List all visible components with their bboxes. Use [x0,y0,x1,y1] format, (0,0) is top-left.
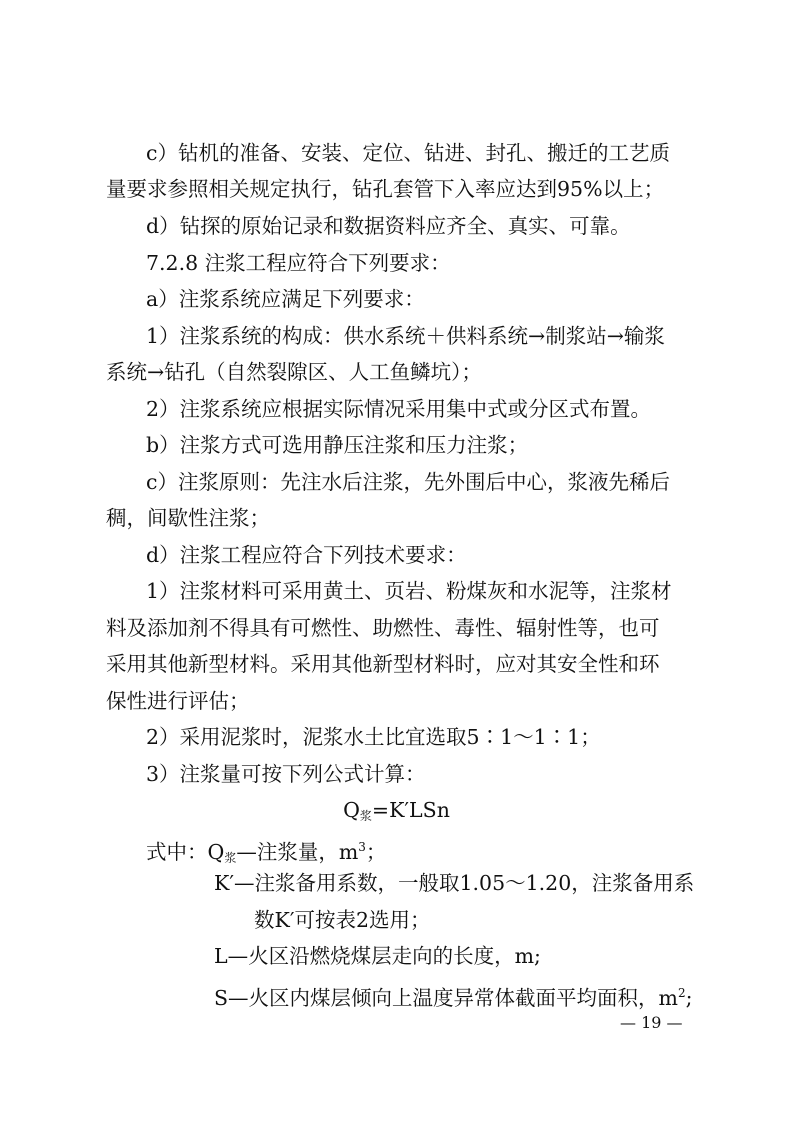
glossary-s-superscript: 2 [677,986,686,1000]
paragraph-line: b）注浆方式可选用静压注浆和压力注浆； [146,433,529,457]
paragraph-line: 2）采用泥浆时，泥浆水土比宜选取5∶1～1∶1； [146,725,601,749]
paragraph-line: c）注浆原则：先注水后注浆，先外围后中心，浆液先稀后 [146,470,670,494]
glossary-q-superscript: 3 [358,840,366,854]
formula [0,795,793,831]
paragraph-line: c）钻机的准备、安装、定位、钻进、封孔、搬迁的工艺质 [146,141,670,165]
glossary-q-symbol: Q [207,840,225,864]
paragraph-line: 系统→钻孔（自然裂隙区、人工鱼鳞坑）； [106,360,482,384]
paragraph-line: 1）注浆系统的构成：供水系统＋供料系统→制浆站→输浆 [146,324,665,348]
formula-subscript: 浆 [359,809,372,823]
formula-lhs: Q [343,798,360,822]
paragraph-line: 量要求参照相关规定执行，钻孔套管下入率应达到95%以上； [106,177,665,201]
paragraph-line: 保性进行评估； [106,689,250,713]
glossary-s [214,978,793,1013]
paragraph-line: 料及添加剂不得具有可燃性、助燃性、毒性、辐射性等，也可 [106,616,660,640]
section-heading: 7.2.8 注浆工程应符合下列要求： [146,251,451,275]
paragraph-line: d）注浆工程应符合下列技术要求： [146,543,467,567]
paragraph-line: 1）注浆材料可采用黄土、页岩、粉煤灰和水泥等，注浆材 [146,579,672,603]
glossary-label: 式中： [146,840,208,864]
paragraph-line: a）注浆系统应满足下列要求： [146,287,425,311]
paragraph-line: 稠，间歇性注浆； [106,506,270,530]
glossary-l: L—火区沿燃烧煤层走向的长度，m; [214,944,541,968]
glossary-q-definition: —注浆量，m [236,840,359,864]
glossary-q-end: ； [365,840,387,864]
paragraph-line: d）钻探的原始记录和数据资料应齐全、真实、可靠。 [146,214,631,238]
formula-rhs: =K′LSn [371,798,450,822]
glossary-k: K′—注浆备用系数，一般取1.05～1.20，注浆备用系 [214,871,695,895]
glossary-s-definition: S—火区内煤层倾向上温度异常体截面平均面积，m [214,986,678,1010]
glossary-s-end: ; [685,986,693,1010]
paragraph-line: 3）注浆量可按下列公式计算： [146,762,426,786]
glossary-k-cont: 数K′可按表2选用； [254,908,431,932]
glossary-q [146,832,734,873]
paragraph-line: 采用其他新型材料。采用其他新型材料时，应对其安全性和环 [106,652,660,676]
page-number: — 19 — [620,1013,683,1032]
glossary-q-subscript: 浆 [224,851,237,865]
paragraph-line: 2）注浆系统应根据实际情况采用集中式或分区式布置。 [146,397,652,421]
